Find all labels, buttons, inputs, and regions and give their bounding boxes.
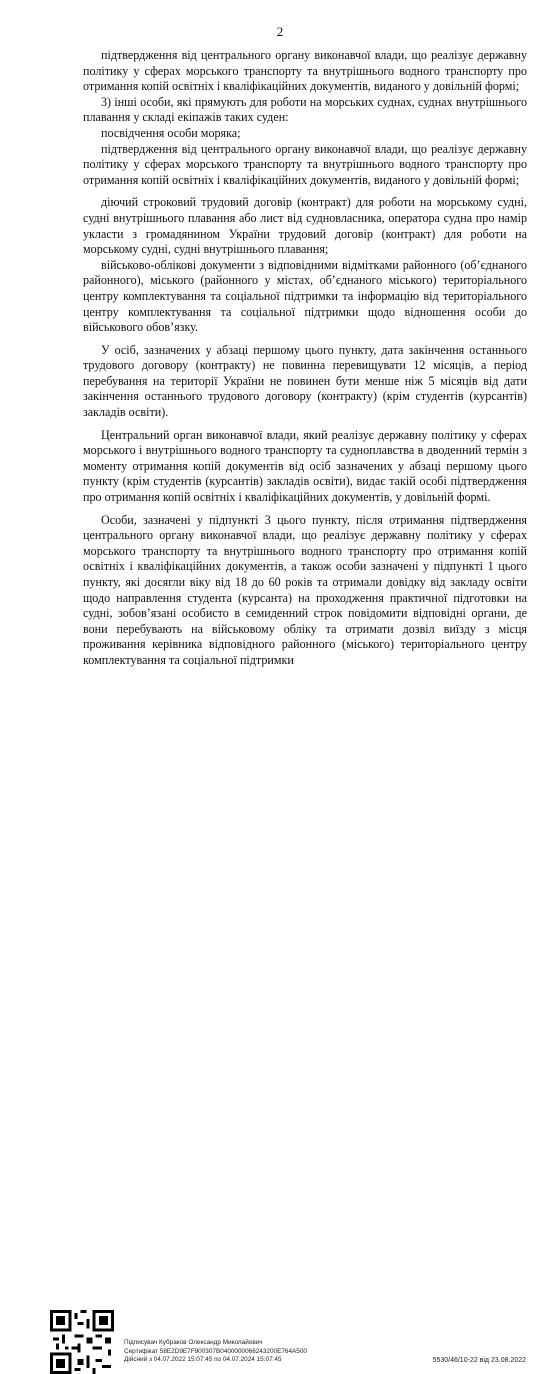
paragraph: підтвердження від центрального органу виконавчої влади, що реалізує державну політику у сферах морського транспорту та внутрішнього водного транспорту про отримання копій освітніх і кваліфікаційних документів, виданого у довільній формі; xyxy=(83,141,527,187)
validity-line: Дійсний з 04.07.2022 15:07:45 по 04.07.2024 15:07:45 xyxy=(124,1356,282,1364)
paragraph: У осіб, зазначених у абзаці першому цього пункту, дата закінчення останнього трудового договору (контракту) не повинна перевищувати 12 місяців, а період перебування на території України не повинен бути менше ніж 5 місяців від дати закінчення останнього трудового договору (контракту) (крім студентів (курсантів) закладів освіти). xyxy=(83,342,527,420)
paragraph: військово-облікові документи з відповідними відмітками районного (об’єднаного районного), міського (районного у містах, об’єднаного міського) територіального центру комплектування та соціальної підтримки та інформацію від територіального центру комплектування та соціальної підтримки щодо відношення особи до військового обов’язку. xyxy=(83,257,527,335)
paragraph: посвідчення особи моряка; xyxy=(101,125,241,140)
page-number: 2 xyxy=(276,24,284,39)
paragraph: діючий строковий трудовий договір (контракт) для роботи на морському судні, судні внутрішнього плавання або лист від судновласника, оператора судна про намір укласти з громадянином України трудовий договір (контракт) для роботи на морському судні, судні внутрішнього плавання; xyxy=(83,195,527,257)
paragraph: 3) інші особи, які прямують для роботи на морських суднах, суднах внутрішнього плавання у складі екіпажів таких суден: xyxy=(83,94,527,125)
paragraph: Центральний орган виконавчої влади, який реалізує державну політику у сферах морського і внутрішнього водного транспорту та судноплавства в дводенний термін з моменту отримання копій документів від осіб зазначених у абзаці першому цього пункту (крім студентів (курсантів) закладів освіти), видає такій особі підтвердження про отримання копій освітніх і кваліфікаційних документів, у довільній формі. xyxy=(83,427,527,505)
registration-number: 5530/46/10-22 від 23.08.2022 xyxy=(432,1357,526,1364)
paragraph: Особи, зазначені у підпункті 3 цього пункту, після отримання підтвердження центрального органу виконавчої влади, що реалізує державну політику у сферах морського транспорту та внутрішнього водного транспорту про отримання копій освітніх і кваліфікаційних документів, а також особи зазначені у підпункті 1 цього пункту, які досягли віку від 18 до 60 років та отримали довідку від закладу освіти щодо направлення студента (курсанта) на проходження практичної підготовки на судні, зобов’язані особисто в семиденний строк повідомити відповідні органи, де вони перебувають на військовому обліку та отримати дозвіл виїзду з місця проживання керівника відповідного районного (міського) територіального центру комплектування та соціальної підтримки xyxy=(83,512,527,667)
signature-details xyxy=(124,1339,307,1365)
certificate-line: Сертифікат 58E2D9E7F900307B0400000066243200E764A500 xyxy=(124,1347,307,1355)
qr-code-icon xyxy=(50,1310,114,1374)
signature-footer xyxy=(0,652,560,1364)
paragraph: підтвердження від центрального органу виконавчої влади, що реалізує державну політику у сферах морського транспорту та внутрішнього водного транспорту про отримання копій освітніх і кваліфікаційних документів, виданого у довільній формі; xyxy=(83,48,527,94)
document-body xyxy=(83,48,527,669)
signer-line: Підписувач Кубраков Олександр Миколайович xyxy=(124,1339,263,1346)
